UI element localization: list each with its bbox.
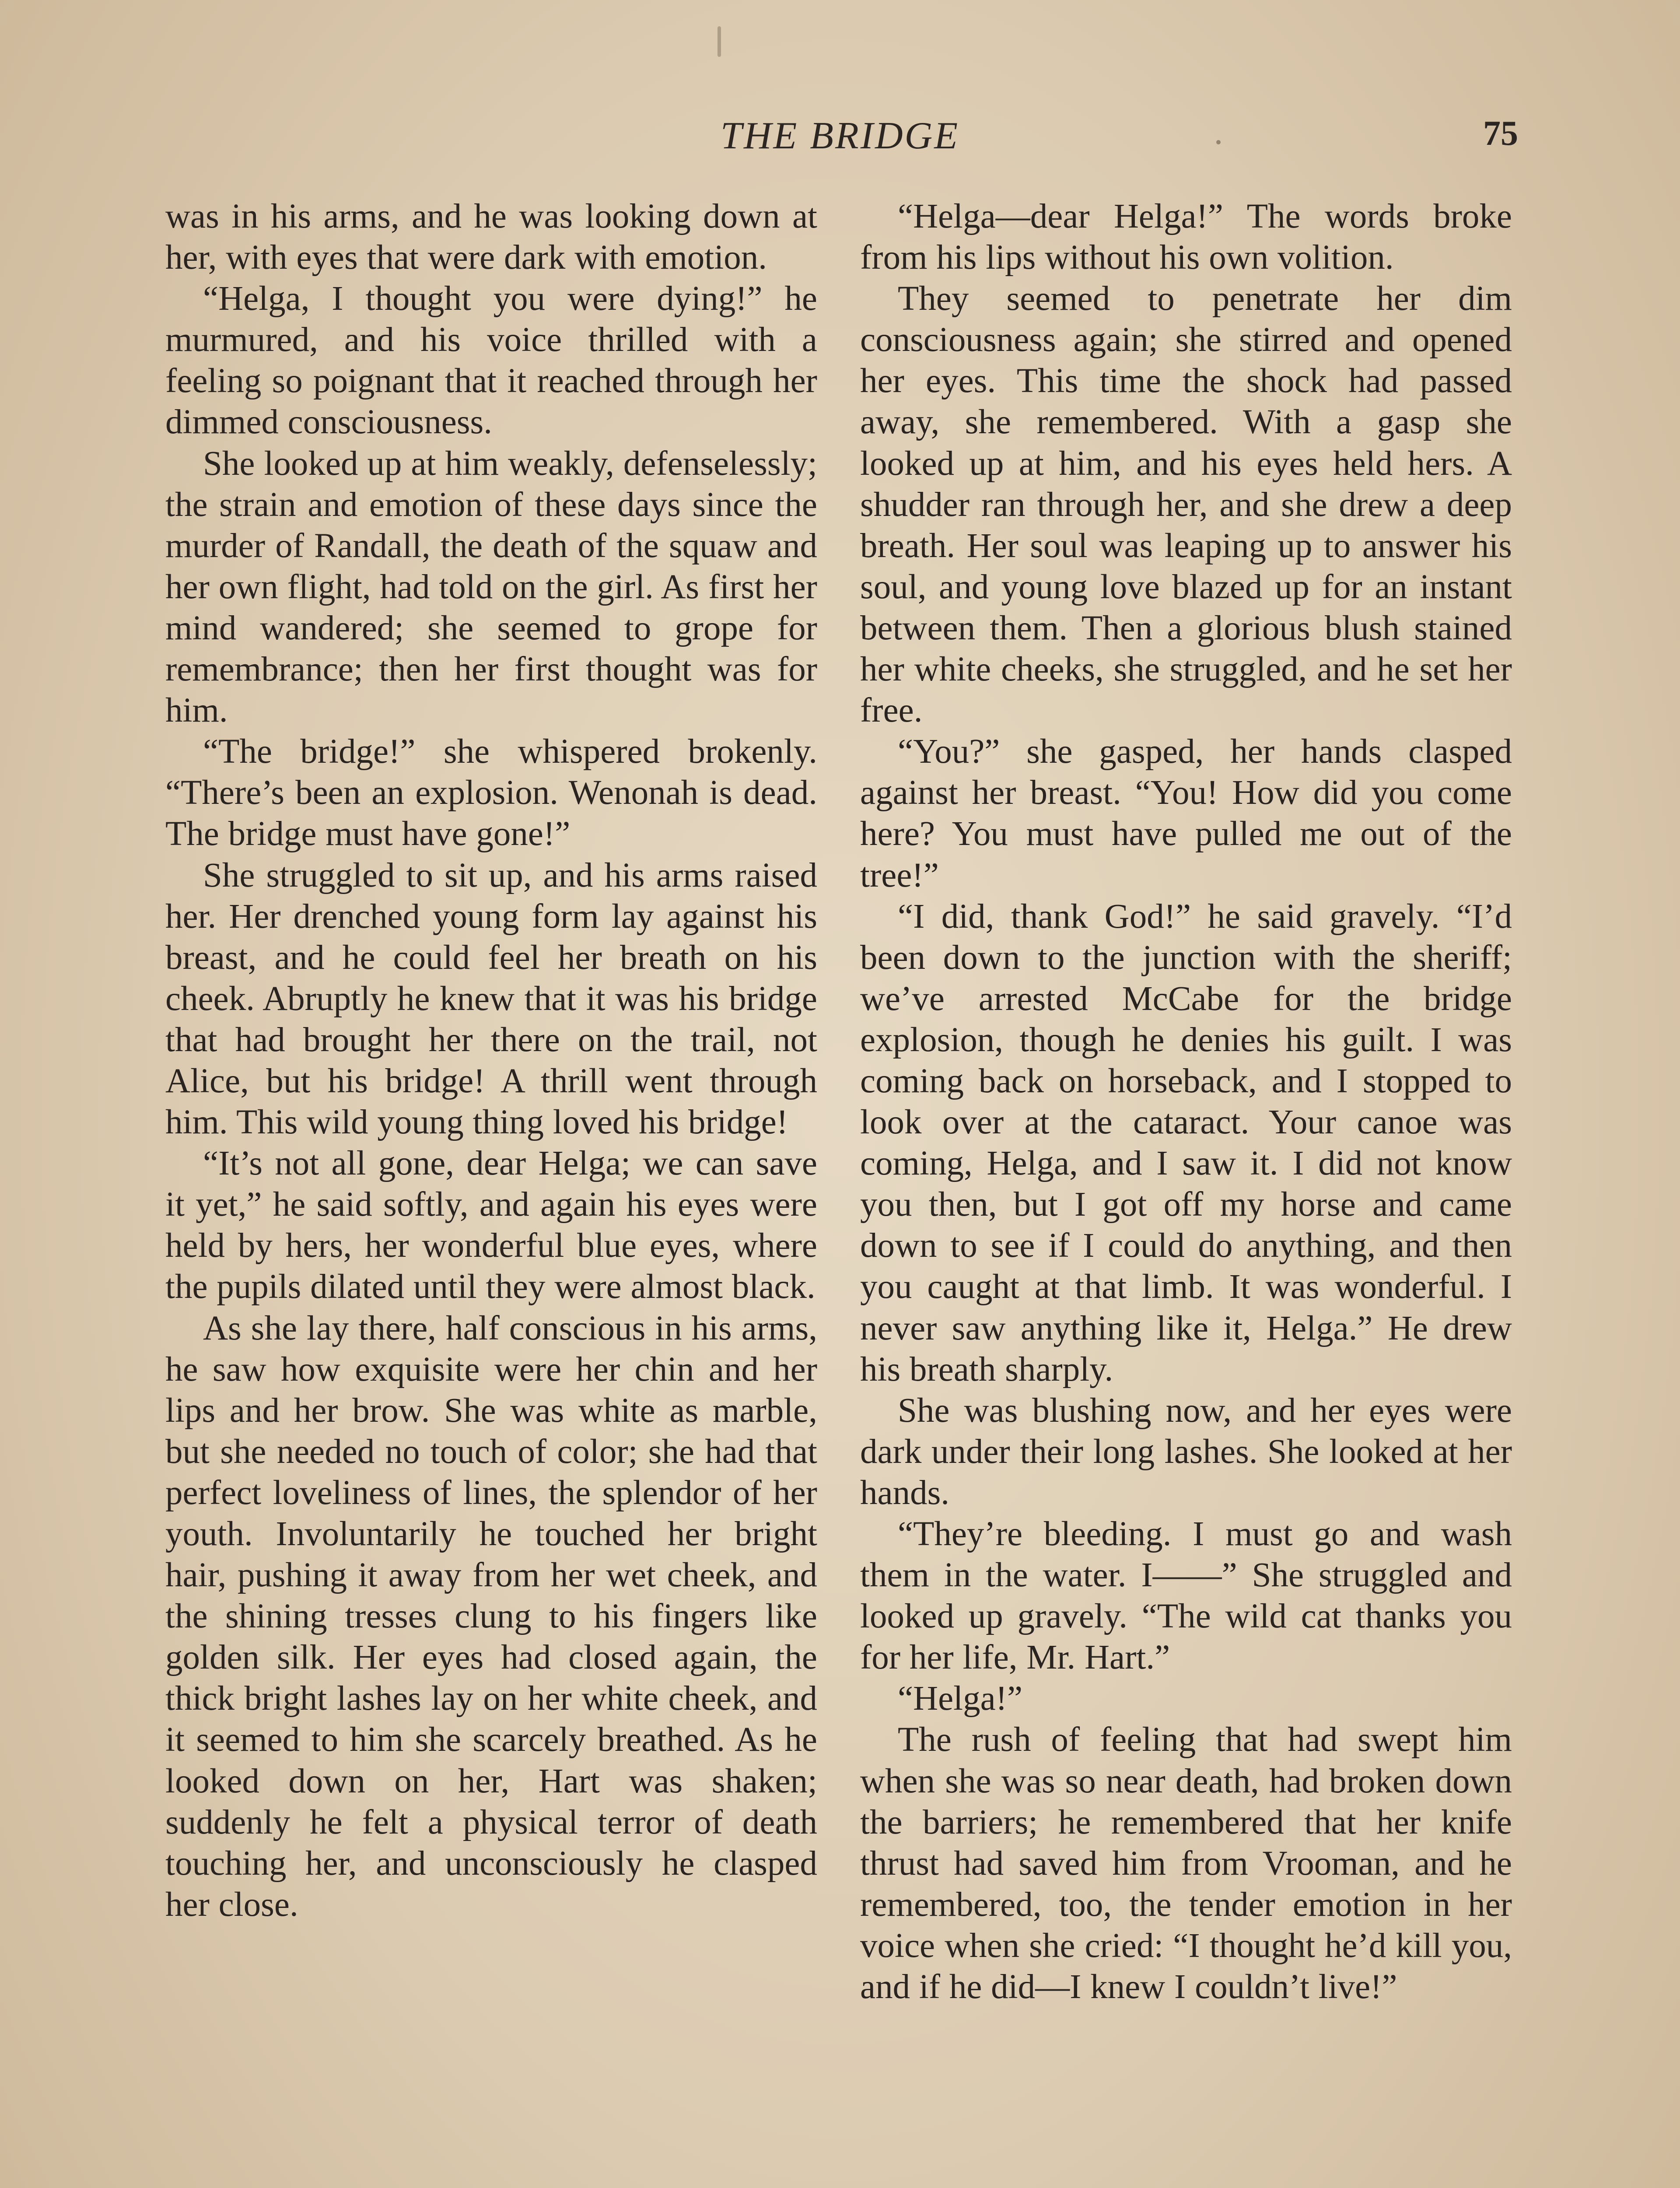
page-number: 75 (1483, 114, 1518, 153)
paragraph: “They’re bleeding. I must go and wash them in the water. I——” She struggled and looked up gravely. “The wild cat thanks you for her life, Mr. Hart.” (860, 1515, 1512, 1677)
paragraph: “It’s not all gone, dear Helga; we can save it yet,” he said softly, and again his eyes were held by hers, her wonderful blue eyes, where the pupils dilated until they were almost black. (165, 1144, 817, 1306)
paragraph: “Helga—dear Helga!” The words broke from his lips without his own volition. (860, 197, 1512, 277)
paragraph: “Helga, I thought you were dying!” he murmured, and his voice thrilled with a feeling so poignant that it reached through her dimmed consciousness. (165, 280, 817, 442)
left-column (165, 196, 817, 1925)
paragraph: She was blushing now, and her eyes were dark under their long lashes. She looked at her hands. (860, 1391, 1512, 1512)
paper-speck (718, 26, 721, 57)
right-column (860, 196, 1512, 2008)
paragraph: “Helga!” (898, 1680, 1023, 1718)
paragraph: “The bridge!” she whispered brokenly. “There’s been an explosion. Wenonah is dead. The bridge must have gone!” (165, 733, 817, 853)
paragraph: “I did, thank God!” he said gravely. “I’d been down to the junction with the sheriff; we’ve arrested McCabe for the bridge explosion, though he denies his guilt. I was coming back on horseback, and I stopped to look over at the cataract. Your canoe was coming, Helga, and I saw it. I did not know you then, but I got off my horse and came down to see if I could do anything, and then you caught at that limb. It was wonderful. I never saw anything like it, Helga.” He drew his breath sharply. (860, 897, 1512, 1389)
paragraph: She looked up at him weakly, defenselessly; the strain and emotion of these days since the murder of Randall, the death of the squaw and her own flight, had told on the girl. As first her mind wandered; she seemed to grope for remembrance; then her first thought was for him. (165, 444, 817, 730)
page-title: THE BRIDGE (721, 115, 959, 157)
paragraph: They seemed to penetrate her dim consciousness again; she stirred and opened her eyes. This time the shock had passed away, she remembered. With a gasp she looked up at him, and his eyes held hers. A shudder ran through her, and she drew a deep breath. Her soul was leaping up to answer his soul, and young love blazed up for an instant between them. Then a glorious blush stained her white cheeks, she struggled, and he set her free. (860, 280, 1512, 730)
paragraph: As she lay there, half conscious in his arms, he saw how exquisite were her chin and her lips and her brow. She was white as marble, but she needed no touch of color; she had that perfect loveliness of lines, the splendor of her youth. Involuntarily he touched her bright hair, pushing it away from her wet cheek, and the shining tresses clung to his fingers like golden silk. Her eyes had closed again, the thick bright lashes lay on her white cheek, and it seemed to him she scarcely breathed. As he looked down on her, Hart was shaken; suddenly he felt a physical terror of death touching her, and unconsciously he clasped her close. (165, 1309, 817, 1924)
paper-speck (1216, 140, 1221, 144)
paragraph: The rush of feeling that had swept him when she was so near death, had broken down the barriers; he remembered that her knife thrust had saved him from Vrooman, and he remembered, too, the tender emotion in her voice when she cried: “I thought he’d kill you, and if he did—I knew I couldn’t live!” (860, 1721, 1512, 2006)
paragraph: She struggled to sit up, and his arms raised her. Her drenched young form lay against his breast, and he could feel her breath on his cheek. Abruptly he knew that it was his bridge that had brought her there on the trail, not Alice, but his bridge! A thrill went through him. This wild young thing loved his bridge! (165, 856, 817, 1142)
paragraph: “You?” she gasped, her hands clasped against her breast. “You! How did you come here? You must have pulled me out of the tree!” (860, 733, 1512, 894)
paragraph: was in his arms, and he was looking down at her, with eyes that were dark with emotion. (165, 197, 817, 277)
